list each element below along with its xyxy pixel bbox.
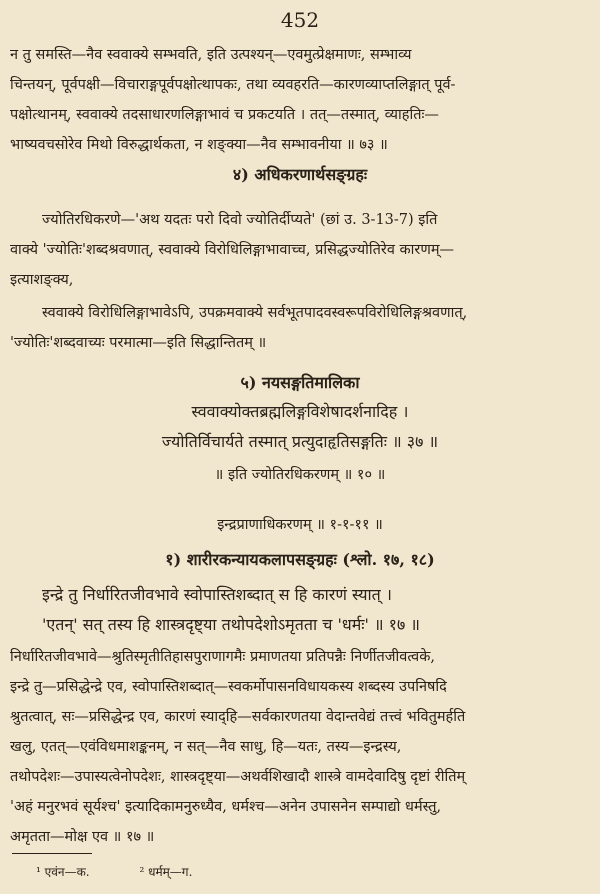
section-heading-4	[10, 160, 590, 190]
text-line: अमृतता—मोक्ष एव ॥ १७ ॥	[10, 829, 155, 845]
section-heading-1	[10, 545, 590, 575]
adhikarana-title	[10, 510, 590, 540]
section-heading-5	[10, 368, 590, 398]
commentary-paragraph-1	[10, 40, 590, 160]
verse-line: इन्द्रे तु निर्धारितजीवभावे स्वोपास्तिशब्दात् स हि कारणं स्यात् ।	[42, 585, 392, 604]
text-line: निर्धारितजीवभावे—श्रुतिस्मृतीतिहासपुराणागमैः प्रमाणतया प्रतिपन्नैः निर्णीतजीवत्वके,	[10, 649, 435, 665]
footnote-rule	[12, 853, 92, 854]
heading: ५) नयसङ्गतिमालिका	[240, 373, 360, 392]
text-line: इन्द्रे तु—प्रसिद्धेन्द्रे एव, स्वोपास्तिशब्दात्—स्वकर्मोपासनविधायकस्य शब्दस्य उपनिषदि	[10, 679, 447, 695]
conclusion-paragraph	[10, 298, 590, 358]
title-line: इन्द्रप्राणाधिकरणम् ॥ १-१-११ ॥	[217, 517, 383, 533]
closing-line: ॥ इति ज्योतिरधिकरणम् ॥ १० ॥	[214, 467, 386, 483]
text-line: 'ज्योतिः'शब्दवाच्यः परमात्मा—इति सिद्धान्तितम् ॥	[10, 335, 267, 351]
text-line: वाक्ये 'ज्योतिः'शब्दश्रवणात्, स्ववाक्ये विरोधिलिङ्गाभावाच्च, प्रसिद्धज्योतिरेव कारणम्—	[10, 242, 455, 258]
summary-paragraph	[10, 205, 590, 295]
text-line: न तु समस्ति—नैव स्ववाक्ये सम्भवति, इति उत्पश्यन्—एवमुत्प्रेक्षमाणः, सम्भाव्य	[10, 47, 412, 63]
text-line: श्रुतत्वात्, सः—प्रसिद्धेन्द्र एव, कारणं स्याद्हि—सर्वकारणतया वेदान्तवेद्यं तत्त्वं भवितुमर्हति	[10, 709, 466, 725]
verse-line: ज्योतिर्विचार्यते तस्मात् प्रत्युदाहृतिसङ्गतिः ॥ ३७ ॥	[161, 432, 439, 451]
verse-line: स्ववाक्योक्तब्रह्मलिङ्गविशेषादर्शनादिह ।	[191, 402, 409, 421]
page-number: 452	[280, 8, 320, 32]
heading: ४) अधिकरणार्थसङ्ग्रहः	[232, 165, 368, 184]
text-line: भाष्यवचसोरेव मिथो विरुद्धार्थकता, न शङ्क्या—नैव सम्भावनीया ॥ ७३ ॥	[10, 137, 388, 153]
verse-37	[10, 397, 590, 457]
text-line: 'अहं मनुरभवं सूर्यश्च' इत्यादिकामनुरुध्यैव, धर्मश्च—अनेन उपासनेन सम्पाद्यो धर्मस्तु,	[10, 799, 442, 815]
footnote-2: ² धर्मम्—ग.	[139, 865, 193, 879]
text-line: इत्याशङ्क्य,	[10, 272, 74, 288]
text-line: चिन्तयन्, पूर्वपक्षी—विचाराङ्गपूर्वपक्षोत्थापकः, तथा व्यवहरति—कारणव्याप्तलिङ्गात् पूर्व-	[10, 77, 456, 93]
adhikarana-closing	[10, 460, 590, 490]
verse-17	[10, 580, 590, 640]
text-line: खलु, एतत्—एवंविधमाशङ्कनम्, न सत्—नैव साधु, हि—यतः, तस्य—इन्द्रस्य,	[10, 739, 402, 755]
text-line: स्ववाक्ये विरोधिलिङ्गाभावेऽपि, उपक्रमवाक्ये सर्वभूतपादवस्वरूपविरोधिलिङ्गश्रवणात्,	[42, 305, 468, 321]
text-line: तथोपदेशः—उपास्यत्वेनोपदेशः, शास्त्रदृष्ट्या—अथर्वशिखादौ शास्त्रे वामदेवादिषु दृष्टां रीतिम्	[10, 769, 466, 785]
footnotes	[36, 862, 238, 882]
footnote-1: ¹ एवंन—क.	[36, 865, 90, 879]
verse-line: 'एतन्' सत् तस्य हि शास्त्रदृष्ट्या तथोपदेशोऽमृतता च 'धर्मः' ॥ १७ ॥	[42, 615, 420, 634]
heading: १) शारीरकन्यायकलापसङ्ग्रहः (श्लो. १७, १८)	[165, 550, 435, 569]
text-line: पक्षोत्थानम्, स्ववाक्ये तदसाधारणलिङ्गाभावं च प्रकटयति । तत्—तस्मात्, व्याहतिः—	[10, 107, 439, 123]
text-line: ज्योतिरधिकरणे—'अथ यदतः परो दिवो ज्योतिर्दीप्यते' (छां उ. 3-13-7) इति	[42, 212, 438, 228]
verse-commentary	[10, 642, 590, 852]
